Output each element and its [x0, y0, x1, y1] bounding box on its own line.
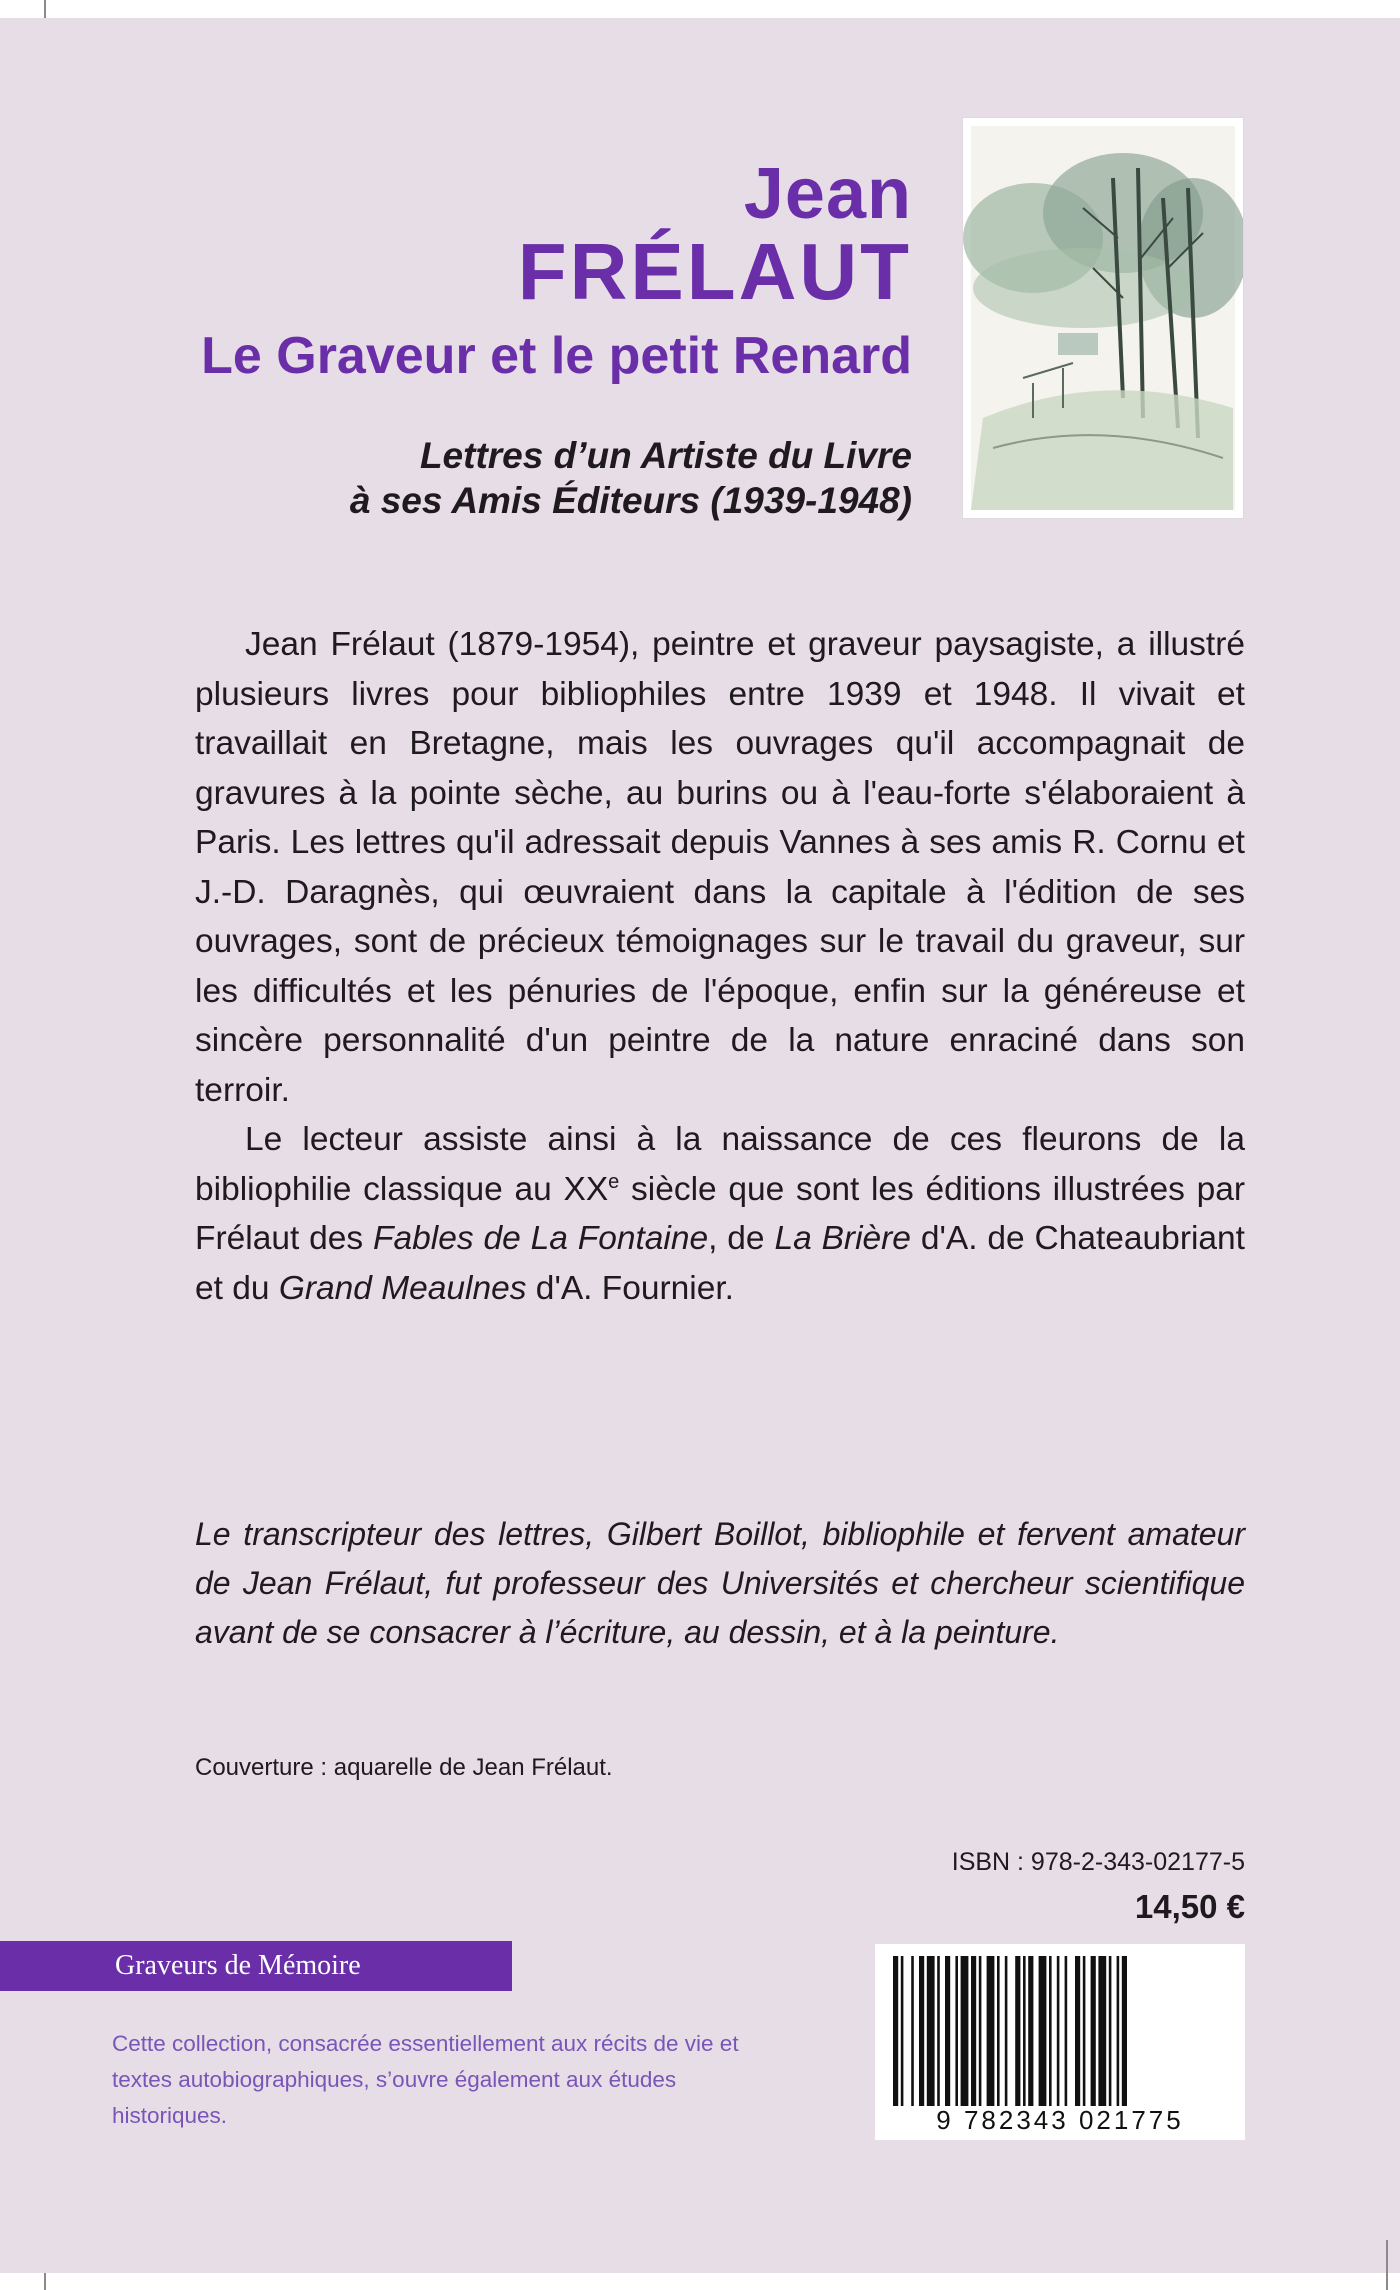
barcode-digits: 9 782343 021775	[936, 2105, 1184, 2135]
watercolor-illustration	[963, 118, 1243, 518]
description-paragraph-1: Jean Frélaut (1879-1954), peintre et graveur paysagiste, a illustré plusieurs livres pour bibliophiles entre 1939 et 1948. Il vivait et travaillait en Bretagne, mais les ouvrages qu'il accompagnait de gravures à la pointe sèche, au burins ou à l'eau-forte s'élaboraient à Paris. Les lettres qu'il adressait depuis Vannes à ses amis R. Cornu et J.-D. Daragnès, qui œuvraient dans la capitale à l'édition de ses ouvrages, sont de précieux témoignages sur le travail du graveur, sur les difficultés et les pénuries de l'époque, enfin sur la généreuse et sincère personnalité d'un peintre de la nature enraciné dans son terroir.	[195, 626, 1245, 1109]
transcriber-bio: Le transcripteur des lettres, Gilbert Boillot, bibliophile et fervent amateur de Jean Frélaut, fut professeur des Universités et chercheur scientifique avant de se consacrer à l’écriture, au dessin, et à la peinture.	[195, 1516, 1245, 1650]
author-first-name: Jean	[743, 154, 912, 234]
author-last-name: FRÉLAUT	[517, 227, 912, 316]
book-description	[195, 620, 1245, 1313]
barcode	[875, 1944, 1245, 2140]
cover-credit: Couverture : aquarelle de Jean Frélaut.	[195, 1754, 613, 1781]
landscape-drawing	[963, 118, 1243, 518]
price: 14,50 €	[1134, 1888, 1245, 1925]
crop-mark-right	[1386, 2240, 1388, 2290]
series-name: Graveurs de Mémoire	[0, 1941, 512, 1991]
tagline-line-2: à ses Amis Éditeurs (1939-1948)	[349, 480, 912, 521]
crop-mark-top	[44, 0, 46, 18]
crop-mark-bottom	[44, 2273, 46, 2290]
book-tagline	[212, 433, 912, 523]
series-description: Cette collection, consacrée essentiellement aux récits de vie et textes autobiographiques, s’ouvre également aux études historiques.	[112, 2031, 739, 2128]
isbn: ISBN : 978-2-343-02177-5	[951, 1848, 1245, 1876]
description-paragraph-2: Le lecteur assiste ainsi à la naissance de ces fleurons de la bibliophilie classique au XXe siècle que sont les éditions illustrées par Frélaut des Fables de La Fontaine, de La Brière d'A. de Chateaubriant et du Grand Meaulnes d'A. Fournier.	[195, 1121, 1245, 1307]
book-subtitle: Le Graveur et le petit Renard	[201, 327, 912, 385]
tagline-line-1: Lettres d’un Artiste du Livre	[419, 435, 912, 476]
